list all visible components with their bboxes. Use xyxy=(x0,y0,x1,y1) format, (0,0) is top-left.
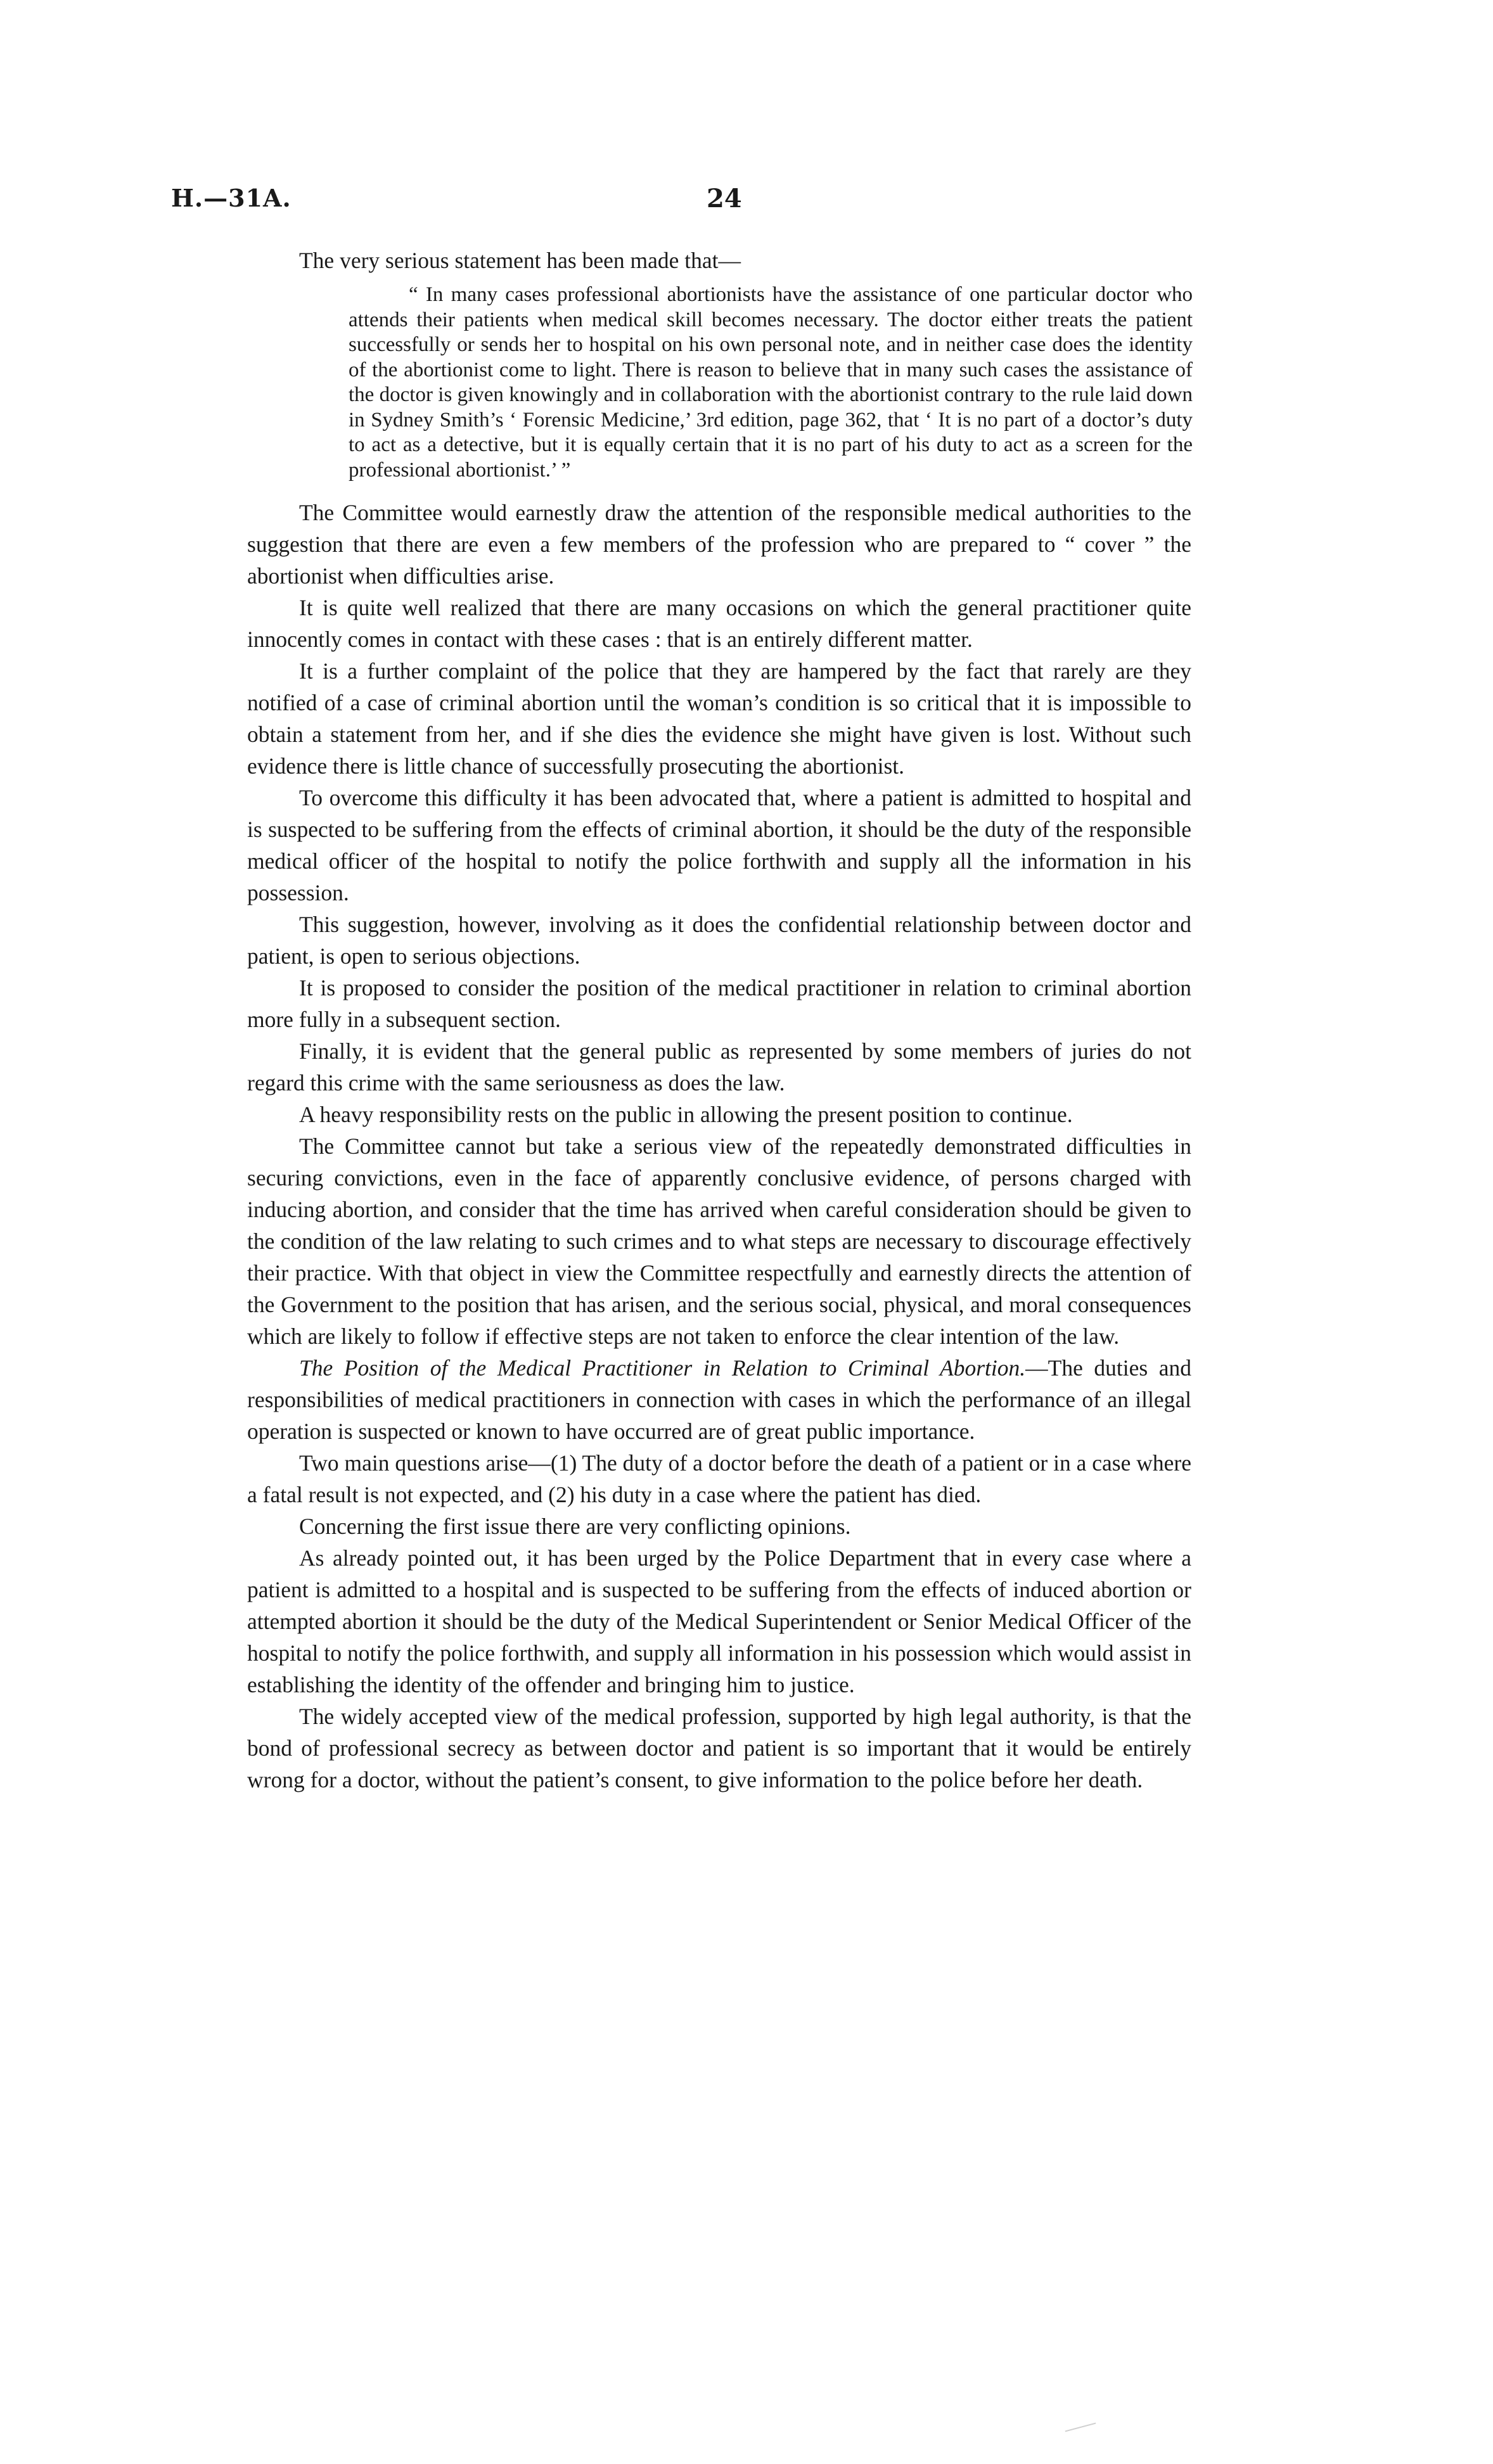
paragraph: This suggestion, however, involving as it does the confidential relationship between doctor and patient, is open to serious objections. xyxy=(247,912,1191,969)
section-heading: The Position of the Medical Practitioner in Relation to Criminal Abortion. xyxy=(299,1355,1026,1381)
page-header xyxy=(171,184,1217,222)
intro-line: The very serious statement has been made that— xyxy=(299,248,741,273)
paper-mark xyxy=(1065,2423,1096,2432)
paragraph: As already pointed out, it has been urged by the Police Department that in every case where a patient is admitted to a hospital and is suspected to be suffering from the effects of induced abortion or attempted abortion it should be the duty of the Medical Superintendent or Senior Medical Officer of the hospital to notify the police forthwith, and supply all information in his possession which would assist in establishing the identity of the offender and bringing him to justice. xyxy=(247,1545,1191,1697)
paragraph: Two main questions arise—(1) The duty of a doctor before the death of a patient or in a case where a fatal result is not expected, and (2) his duty in a case where the patient has died. xyxy=(247,1450,1191,1507)
page-number: 24 xyxy=(707,184,742,214)
paragraph: To overcome this difficulty it has been advocated that, where a patient is admitted to hospital and is suspected to be suffering from the effects of criminal abortion, it should be the duty of the responsible medical officer of the hospital to notify the police forthwith and supply all the information in his possession. xyxy=(247,785,1191,905)
paragraph: Concerning the first issue there are very conflicting opinions. xyxy=(299,1514,851,1539)
paragraph: The Committee cannot but take a serious view of the repeatedly demonstrated difficulties in securing convictions, even in the face of apparently conclusive evidence, of persons charged with inducing abortion, and consider that the time has arrived when careful consideration should be given to the condition of the law relating to such crimes and to what steps are necessary to discourage effectively their practice. With that object in view the Committee respectfully and earnestly directs the attention of the Government to the position that has arisen, and the serious social, physical, and moral consequences which are likely to follow if effective steps are not taken to enforce the clear intention of the law. xyxy=(247,1133,1191,1349)
paragraph: It is a further complaint of the police that they are hampered by the fact that rarely are they notified of a case of criminal abortion until the woman’s condition is so critical that it is impossible to obtain a statement from her, and if she dies the evidence she might have given is lost. Without such evidence there is little chance of successfully prosecuting the abortionist. xyxy=(247,658,1191,779)
paragraph: A heavy responsibility rests on the public in allowing the present position to continue. xyxy=(299,1102,1073,1127)
block-quote: “ In many cases professional abortionists have the assistance of one particular doctor who attends their patients when medical skill becomes necessary. The doctor either treats the patient successfully or sends her to hospital on his own personal note, and in neither case does the identity of the abortionist come to light. There is reason to believe that in many such cases the assistance of the doctor is given knowingly and in collaboration with the abortionist contrary to the rule laid down in Sydney Smith’s ‘ Forensic Medicine,’ 3rd edition, page 362, that ‘ It is no part of a doctor’s duty to act as a detective, but it is equally certain that it is no part of his duty to act as a screen for the professional abortionist.’ ” xyxy=(349,283,1193,482)
paragraph: Finally, it is evident that the general public as represented by some members of juries do not regard this crime with the same seriousness as does the law. xyxy=(247,1038,1191,1095)
paragraph: The Committee would earnestly draw the attention of the responsible medical authorities to the suggestion that there are even a few members of the profession who are prepared to “ cover ” the abortionist when difficulties arise. xyxy=(247,500,1191,589)
paragraph: It is proposed to consider the position of the medical practitioner in relation to criminal abortion more fully in a subsequent section. xyxy=(247,975,1191,1032)
document-body xyxy=(247,245,1191,1796)
paragraph: The widely accepted view of the medical profession, supported by high legal authority, is that the bond of professional secrecy as between doctor and patient is so important that it would be entirely wrong for a doctor, without the patient’s consent, to give information to the police before her death. xyxy=(247,1704,1191,1792)
section-paragraph xyxy=(247,1352,1191,1447)
document-code: H.—31A. xyxy=(171,184,292,212)
paragraph: It is quite well realized that there are many occasions on which the general practitioner quite innocently comes in contact with these cases : that is an entirely different matter. xyxy=(247,595,1191,652)
section-text: —The duties and responsibilities of medical practitioners in connection with cases in which the performance of an illegal operation is suspected or known to have occurred are of great public importance. xyxy=(247,1355,1191,1444)
